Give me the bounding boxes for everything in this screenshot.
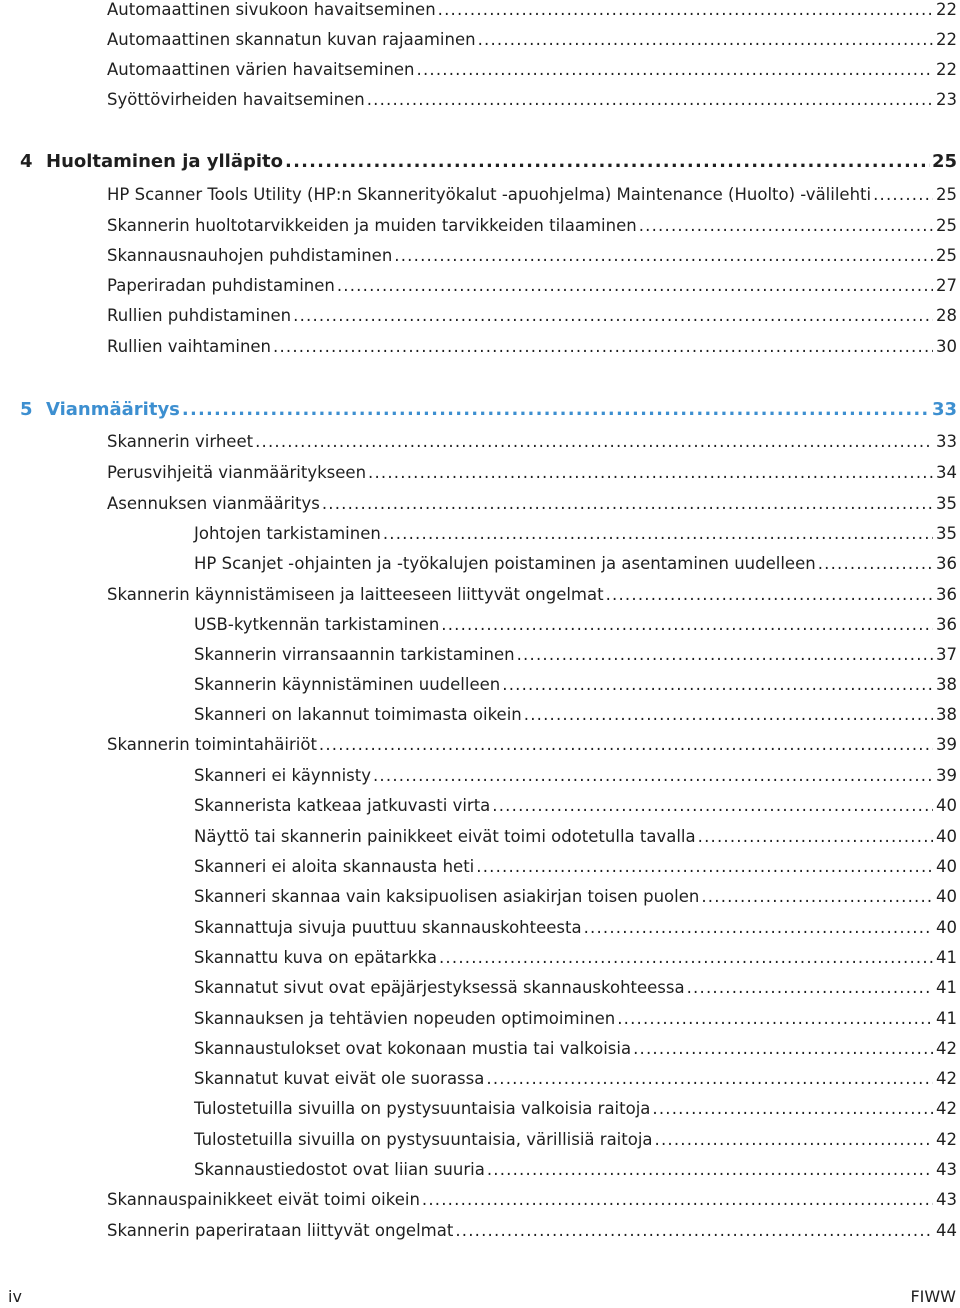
- chapter-heading-5[interactable]: [0, 395, 960, 425]
- toc-entry-title: Skannauksen ja tehtävien nopeuden optimoiminen: [194, 1009, 616, 1028]
- toc-entry-title: Tulostetuilla sivuilla on pystysuuntaisia valkoisia raitoja: [194, 1099, 651, 1118]
- toc-entry[interactable]: [0, 180, 960, 210]
- dot-leader: [319, 730, 933, 760]
- dot-leader: [383, 519, 933, 549]
- dot-leader: [417, 55, 933, 85]
- toc-entry-page: 40: [936, 827, 957, 846]
- toc-entry-page: 36: [936, 615, 957, 634]
- dot-leader: [441, 610, 933, 640]
- toc-entry[interactable]: [0, 85, 960, 115]
- dot-leader: [367, 85, 933, 115]
- dot-leader: [584, 913, 933, 943]
- toc-entry-page: 28: [936, 306, 957, 325]
- toc-entry-page: 35: [936, 524, 957, 543]
- toc-subentry[interactable]: [0, 913, 960, 943]
- toc-entry-title: Automaattinen sivukoon havaitseminen: [107, 0, 436, 19]
- toc-entry-title: Skannerista katkeaa jatkuvasti virta: [194, 796, 491, 815]
- dot-leader: [492, 791, 933, 821]
- toc-entry-page: 41: [936, 978, 957, 997]
- toc-entry-page: 40: [936, 918, 957, 937]
- toc-entry[interactable]: [0, 25, 960, 55]
- dot-leader: [687, 973, 933, 1003]
- toc-entry-page: 40: [936, 887, 957, 906]
- dot-leader: [873, 180, 933, 210]
- toc-entry-page: 41: [936, 948, 957, 967]
- toc-entry[interactable]: [0, 458, 960, 488]
- toc-subentry[interactable]: [0, 852, 960, 882]
- toc-subentry[interactable]: [0, 670, 960, 700]
- dot-leader: [368, 458, 933, 488]
- toc-entry[interactable]: [0, 1216, 960, 1246]
- dot-leader: [455, 1216, 933, 1246]
- toc-entry-page: 40: [936, 796, 957, 815]
- toc-entry[interactable]: [0, 55, 960, 85]
- toc-entry-title: Näyttö tai skannerin painikkeet eivät toimi odotetulla tavalla: [194, 827, 696, 846]
- toc-entry-page: 25: [936, 216, 957, 235]
- dot-leader: [524, 700, 933, 730]
- toc-entry-title: Skannattu kuva on epätarkka: [194, 948, 437, 967]
- toc-entry[interactable]: [0, 301, 960, 331]
- dot-leader: [639, 211, 933, 241]
- toc-entry-page: 41: [936, 1009, 957, 1028]
- footer-doc-code: FIWW: [910, 1287, 956, 1306]
- toc-entry-title: Skanneri on lakannut toimimasta oikein: [194, 705, 522, 724]
- chapter-title: Huoltaminen ja ylläpito: [46, 151, 284, 172]
- toc-subentry[interactable]: [0, 943, 960, 973]
- toc-subentry[interactable]: [0, 791, 960, 821]
- toc-entry-title: Skannerin toimintahäiriöt: [107, 735, 317, 754]
- toc-subentry[interactable]: [0, 1064, 960, 1094]
- toc-entry-title: Tulostetuilla sivuilla on pystysuuntaisia, värillisiä raitoja: [194, 1130, 653, 1149]
- toc-subentry[interactable]: [0, 1155, 960, 1185]
- toc-entry-title: Skannatut sivut ovat epäjärjestyksessä skannauskohteessa: [194, 978, 685, 997]
- chapter-page: 33: [931, 399, 957, 420]
- toc-entry-title: Skannauspainikkeet eivät toimi oikein: [107, 1190, 420, 1209]
- dot-leader: [182, 395, 930, 425]
- toc-subentry[interactable]: [0, 761, 960, 791]
- dot-leader: [478, 25, 933, 55]
- toc-entry-title: Skannattuja sivuja puuttuu skannauskohteesta: [194, 918, 582, 937]
- toc-entry-page: 37: [936, 645, 957, 664]
- dot-leader: [486, 1064, 933, 1094]
- toc-entry[interactable]: [0, 332, 960, 362]
- footer-page-label: iv: [8, 1287, 22, 1306]
- toc-entry-title: Skannaustiedostot ovat liian suuria: [194, 1160, 485, 1179]
- dot-leader: [818, 549, 933, 579]
- toc-subentry[interactable]: [0, 549, 960, 579]
- toc-entry-page: 42: [936, 1099, 957, 1118]
- dot-leader: [652, 1094, 933, 1124]
- toc-entry-title: USB-kytkennän tarkistaminen: [194, 615, 440, 634]
- toc-entry-title: Johtojen tarkistaminen: [194, 524, 381, 543]
- dot-leader: [438, 0, 933, 25]
- toc-entry-title: Rullien vaihtaminen: [107, 337, 272, 356]
- toc-entry-page: 36: [936, 585, 957, 604]
- dot-leader: [273, 332, 933, 362]
- toc-entry-title: Skannaustulokset ovat kokonaan mustia tai valkoisia: [194, 1039, 632, 1058]
- toc-entry-title: HP Scanjet -ohjainten ja -työkalujen poistaminen ja asentaminen uudelleen: [194, 554, 816, 573]
- toc-entry-page: 30: [936, 337, 957, 356]
- toc-entry[interactable]: [0, 271, 960, 301]
- chapter-page: 25: [931, 151, 957, 172]
- toc-entry-page: 25: [936, 246, 957, 265]
- toc-entry[interactable]: [0, 241, 960, 271]
- dot-leader: [655, 1125, 933, 1155]
- chapter-number: 5: [20, 399, 33, 420]
- toc-entry-page: 38: [936, 675, 957, 694]
- toc-entry-title: Skannerin paperirataan liittyvät ongelmat: [107, 1221, 454, 1240]
- toc-entry[interactable]: [0, 211, 960, 241]
- toc-subentry[interactable]: [0, 1034, 960, 1064]
- dot-leader: [701, 882, 933, 912]
- dot-leader: [322, 489, 933, 519]
- toc-entry-title: Skannerin käynnistäminen uudelleen: [194, 675, 501, 694]
- toc-subentry[interactable]: [0, 1004, 960, 1034]
- toc-entry-page: 43: [936, 1160, 957, 1179]
- chapter-title: Vianmääritys: [46, 399, 180, 420]
- toc-entry-title: Skannerin käynnistämiseen ja laitteeseen liittyvät ongelmat: [107, 585, 604, 604]
- dot-leader: [633, 1034, 933, 1064]
- dot-leader: [617, 1004, 933, 1034]
- toc-entry-title: Automaattinen skannatun kuvan rajaaminen: [107, 30, 476, 49]
- dot-leader: [337, 271, 933, 301]
- toc-entry[interactable]: [0, 580, 960, 610]
- toc-entry-title: Skannerin huoltotarvikkeiden ja muiden tarvikkeiden tilaaminen: [107, 216, 637, 235]
- toc-entry[interactable]: [0, 489, 960, 519]
- toc-entry-title: Skanneri ei käynnisty: [194, 766, 371, 785]
- dot-leader: [439, 943, 933, 973]
- toc-entry-page: 22: [936, 30, 957, 49]
- toc-entry-title: Skannerin virransaannin tarkistaminen: [194, 645, 515, 664]
- toc-subentry[interactable]: [0, 610, 960, 640]
- toc-entry[interactable]: [0, 0, 960, 25]
- dot-leader: [476, 852, 933, 882]
- chapter-number: 4: [20, 151, 33, 172]
- toc-entry-title: HP Scanner Tools Utility (HP:n Skannerityökalut -apuohjelma) Maintenance (Huolto) -välilehti: [107, 185, 872, 204]
- dot-leader: [502, 670, 933, 700]
- toc-entry-page: 36: [936, 554, 957, 573]
- toc-subentry[interactable]: [0, 1125, 960, 1155]
- toc-entry-page: 43: [936, 1190, 957, 1209]
- toc-entry-title: Skannatut kuvat eivät ole suorassa: [194, 1069, 485, 1088]
- chapter-heading-4[interactable]: [0, 147, 960, 177]
- toc-entry-page: 42: [936, 1039, 957, 1058]
- toc-entry-title: Skanneri skannaa vain kaksipuolisen asiakirjan toisen puolen: [194, 887, 700, 906]
- toc-entry-title: Skannausnauhojen puhdistaminen: [107, 246, 393, 265]
- toc-entry-page: 22: [936, 60, 957, 79]
- dot-leader: [255, 427, 933, 457]
- toc-entry-page: 39: [936, 766, 957, 785]
- toc-entry[interactable]: [0, 427, 960, 457]
- dot-leader: [698, 822, 933, 852]
- toc-entry[interactable]: [0, 730, 960, 760]
- toc-subentry[interactable]: [0, 882, 960, 912]
- toc-subentry[interactable]: [0, 519, 960, 549]
- toc-entry-page: 33: [936, 432, 957, 451]
- toc-subentry[interactable]: [0, 1094, 960, 1124]
- toc-entry-page: 34: [936, 463, 957, 482]
- dot-leader: [373, 761, 933, 791]
- toc-entry-page: 44: [936, 1221, 957, 1240]
- toc-entry[interactable]: [0, 1185, 960, 1215]
- toc-subentry[interactable]: [0, 822, 960, 852]
- toc-entry-page: 42: [936, 1130, 957, 1149]
- toc-entry-page: 38: [936, 705, 957, 724]
- toc-entry-title: Skanneri ei aloita skannausta heti: [194, 857, 475, 876]
- toc-entry-page: 27: [936, 276, 957, 295]
- toc-entry-page: 40: [936, 857, 957, 876]
- toc-entry-title: Skannerin virheet: [107, 432, 254, 451]
- toc-entry-title: Rullien puhdistaminen: [107, 306, 292, 325]
- dot-leader: [293, 301, 933, 331]
- dot-leader: [487, 1155, 933, 1185]
- toc-subentry[interactable]: [0, 700, 960, 730]
- dot-leader: [517, 640, 933, 670]
- toc-entry-title: Automaattinen värien havaitseminen: [107, 60, 415, 79]
- dot-leader: [285, 147, 930, 177]
- dot-leader: [394, 241, 933, 271]
- toc-subentry[interactable]: [0, 640, 960, 670]
- dot-leader: [606, 580, 933, 610]
- toc-entry-page: 25: [936, 185, 957, 204]
- toc-entry-page: 22: [936, 0, 957, 19]
- toc-entry-title: Syöttövirheiden havaitseminen: [107, 90, 365, 109]
- dot-leader: [422, 1185, 933, 1215]
- toc-entry-page: 39: [936, 735, 957, 754]
- toc-subentry[interactable]: [0, 973, 960, 1003]
- toc-entry-page: 42: [936, 1069, 957, 1088]
- toc-entry-title: Asennuksen vianmääritys: [107, 494, 320, 513]
- toc-entry-title: Paperiradan puhdistaminen: [107, 276, 335, 295]
- toc-entry-page: 35: [936, 494, 957, 513]
- toc-entry-page: 23: [936, 90, 957, 109]
- toc-entry-title: Perusvihjeitä vianmääritykseen: [107, 463, 367, 482]
